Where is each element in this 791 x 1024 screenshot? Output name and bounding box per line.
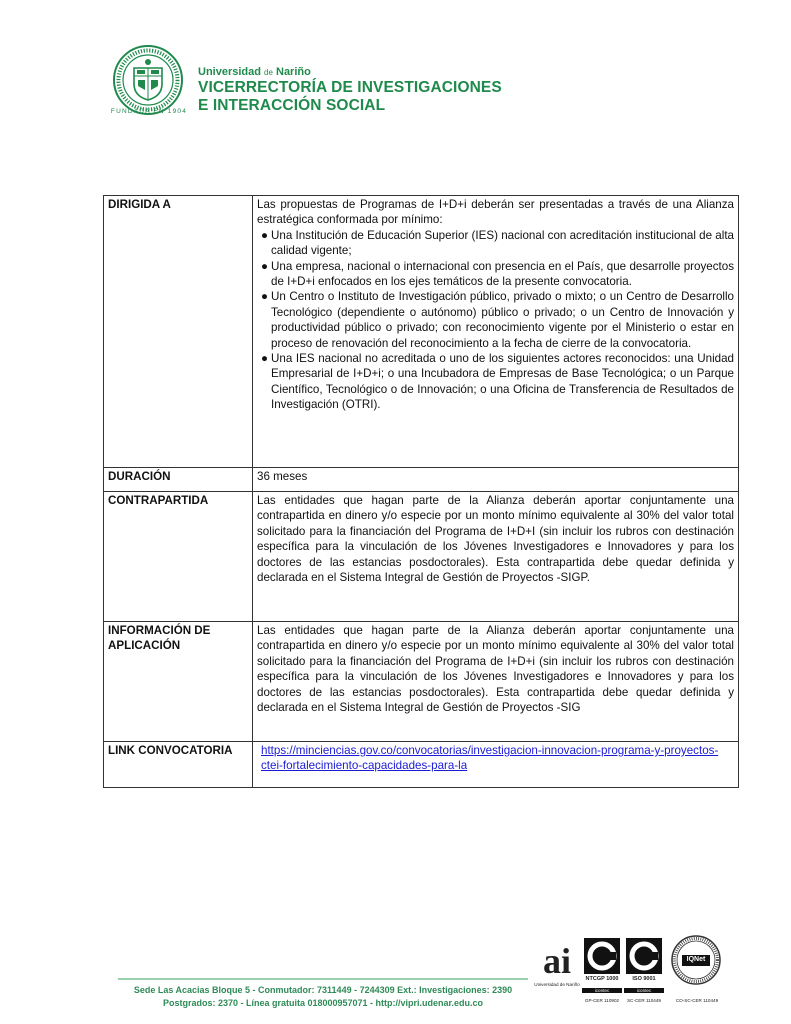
list-item [257,259,734,290]
ntcgp-cert-logo [584,938,620,1014]
table-row [104,492,739,622]
ai-logo-caption: Universidad de Nariño [534,982,580,987]
row-value-text: Las entidades que hagan parte de la Alianza deberán aportar conjuntamente una contrapartida en dinero y/o especie por un monto mínimo equivalente al 30% del valor total solicitado para la financiación del Programa de I+D+I (sin incluir los rubros con destinación específica para la vinculación de los Jóvenes Investigadores e Innovadores y para los doctores de las estancias posdoctorales). Esta contrapartida debe quedar definida y declarada en el Sistema Integral de Gestión de Proyectos -SIGP. [257,494,734,585]
row-value [253,742,739,788]
row-label: DIRIGIDA A [104,196,253,468]
list-item-text: Un Centro o Instituto de Investigación público, privado o mixto; o un Centro de Desarrollo Tecnológico (dependiente o autónomo) público o privado; o un Centro de Innovación y productividad público o privado; con reconocimiento vigente por el Ministerio o estar en proceso de renovación del reconocimiento a la fecha de cierre de la convocatoria. [271,290,734,350]
row-intro: Las propuestas de Programas de I+D+i deberán ser presentadas a través de una Alianza estratégica conformada por mínimo: [257,198,734,227]
bullet-icon: ● [261,228,269,242]
table-row [104,742,739,788]
certification-logos [536,934,736,1018]
iso-cert-logo [626,938,662,1014]
icontec-label: icontec [582,988,622,993]
office-title-line-2: E INTERACCIÓN SOCIAL [198,97,386,114]
header-title [198,66,502,115]
list-item [257,289,734,351]
footer-line-1: Sede Las Acacias Bloque 5 - Conmutador: 7311449 - 7244309 Ext.: Investigaciones: 2390 [133,985,513,995]
row-value: Las entidades que hagan parte de la Alianza deberán aportar conjuntamente una contrapartida en dinero y/o especie por un monto mínimo equivalente al 30% del valor total solicitado para la financiación del Programa de I+D+i (sin incluir los rubros con destinación específica para la vinculación de los Jóvenes Investigadores e Innovadores y para los doctores de las estancias posdoctorales). Esta contrapartida debe quedar definida y declarada en el Sistema Integral de Gestión de Proyectos -SIG [253,622,739,742]
ai-logo-icon: ai [542,941,571,981]
row-label: DURACIÓN [104,468,253,492]
call-info-table [103,195,739,788]
row-label: CONTRAPARTIDA [104,492,253,622]
icontec-c-icon [626,938,662,974]
bullet-icon: ● [261,290,269,304]
table-row [104,468,739,492]
list-item [257,351,734,413]
footer-divider [118,978,528,980]
ntcgp-label: NTCGP 1000 [585,976,619,982]
row-label: INFORMACIÓN DE APLICACIÓN [104,622,253,742]
row-label: LINK CONVOCATORIA [104,742,253,788]
list-item [257,228,734,259]
table-row [104,622,739,742]
row-value: 36 meses [253,468,739,492]
footer-line-2: Postgrados: 2370 - Línea gratuita 018000957071 - http://vipri.udenar.edu.co [162,998,484,1008]
icontec-c-icon [584,938,620,974]
bullet-icon: ● [261,352,269,366]
icontec-label: icontec [624,988,664,993]
bullet-icon: ● [261,259,269,273]
university-name [198,66,502,79]
office-title-line-1: VICERRECTORÍA DE INVESTIGACIONES [198,79,502,96]
row-value [253,196,739,468]
iqnet-cert-logo [670,934,726,1014]
seal-motto: FUNDADA EN 1904 [110,108,188,115]
footer-contact [118,984,528,1010]
university-de: de [264,68,273,77]
iqnet-label: IQNet [686,956,706,963]
ai-accreditation-logo [536,942,578,1012]
list-item-text: Una empresa, nacional o internacional con presencia en el País, que desarrolle proyectos de I+D+i enfocados en los ejes temáticos de la presente convocatoria. [271,259,734,289]
row-value [253,492,739,622]
iso-label: ISO 9001 [632,976,656,982]
table-row [104,196,739,468]
university-name-text: Nariño [276,66,311,78]
iso-cert-number: SC-CER 110449 [627,998,661,1003]
call-link[interactable]: https://minciencias.gov.co/convocatorias/investigacion-innovacion-programa-y-proyectos-ctei-fortalecimiento-capacidades-para-la [261,744,719,773]
seal-icon [112,44,184,116]
university-prefix: Universidad [198,66,261,78]
ntcgp-cert-number: GP-CER 110902 [584,998,620,1003]
iqnet-cert-number: CO-SC-CER 110449 [675,998,719,1003]
list-item-text: Una Institución de Educación Superior (IES) nacional con acreditación institucional de alta calidad vigente; [271,228,734,258]
list-item-text: Una IES nacional no acreditada o uno de los siguientes actores reconocidos: una Unidad Empresarial de I+D+i; o una Incubadora de Empresas de Base Tecnológica; o un Parque Científico, Tecnológico o de Innovación; o una Oficina de Transferencia de Resultados de Investigación (OTRI). [271,352,734,412]
